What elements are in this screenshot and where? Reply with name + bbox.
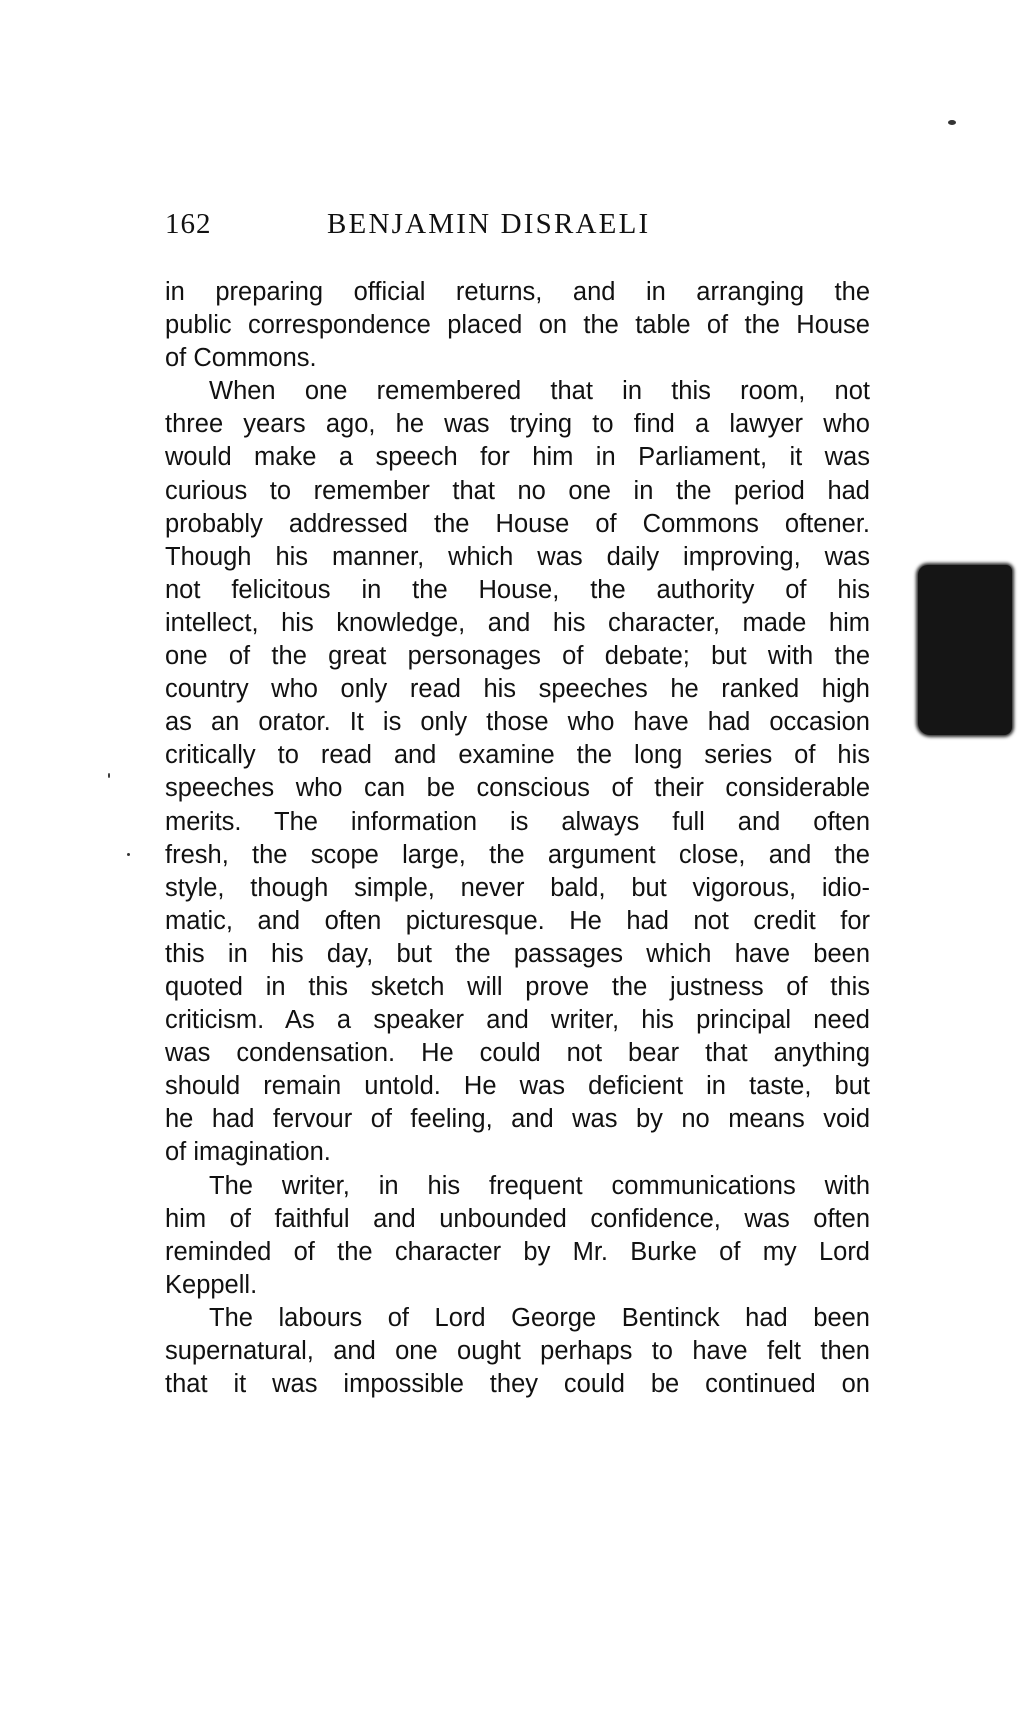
print-speck <box>127 853 130 856</box>
text-line: in preparing official returns, and in arranging the <box>165 278 870 306</box>
text-line: he had fervour of feeling, and was by no means void <box>165 1105 870 1134</box>
page-number: 162 <box>165 208 212 240</box>
text-line: supernatural, and one ought perhaps to have felt then <box>165 1337 870 1365</box>
running-head <box>165 208 885 248</box>
margin-thumb-tab <box>918 565 1012 735</box>
body-text <box>165 276 870 1401</box>
text-line: should remain untold. He was deficient in taste, but <box>165 1072 870 1101</box>
text-line: style, though simple, never bald, but vigorous, idio- <box>165 873 870 902</box>
text-line: criticism. As a speaker and writer, his principal need <box>165 1006 870 1035</box>
text-line: probably addressed the House of Commons oftener. <box>165 509 870 538</box>
print-speck <box>108 773 110 778</box>
text-line: this in his day, but the passages which have been <box>165 939 870 968</box>
text-line: was condensation. He could not bear that anything <box>165 1039 870 1068</box>
text-line: The labours of Lord George Bentinck had been <box>209 1303 870 1332</box>
text-line: that it was impossible they could be continued on <box>165 1370 870 1399</box>
text-line: When one remembered that in this room, not <box>209 377 870 406</box>
text-line: public correspondence placed on the table of the House <box>165 311 870 340</box>
text-line: country who only read his speeches he ranked high <box>165 675 870 704</box>
text-line: him of faithful and unbounded confidence, was often <box>165 1204 870 1233</box>
text-line: intellect, his knowledge, and his character, made him <box>165 608 870 637</box>
text-line: fresh, the scope large, the argument close, and the <box>165 840 870 869</box>
text-line: quoted in this sketch will prove the justness of this <box>165 972 870 1001</box>
text-line: one of the great personages of debate; but with the <box>165 642 870 671</box>
text-line: The writer, in his frequent communications with <box>209 1171 870 1200</box>
text-line: Keppell. <box>165 1270 258 1299</box>
print-speck <box>948 120 956 125</box>
text-line: curious to remember that no one in the period had <box>165 476 870 505</box>
text-line: of Commons. <box>165 344 317 373</box>
text-line: critically to read and examine the long series of his <box>165 741 870 770</box>
running-title: BENJAMIN DISRAELI <box>327 208 651 240</box>
text-line: merits. The information is always full and often <box>165 807 870 836</box>
text-line: not felicitous in the House, the authority of his <box>165 575 870 604</box>
text-line: would make a speech for him in Parliament, it was <box>165 443 870 472</box>
text-line: as an orator. It is only those who have had occasion <box>165 708 870 737</box>
text-line: of imagination. <box>165 1138 331 1167</box>
text-line: speeches who can be conscious of their considerable <box>165 774 870 803</box>
text-line: reminded of the character by Mr. Burke of my Lord <box>165 1237 870 1266</box>
text-line: matic, and often picturesque. He had not credit for <box>165 906 870 935</box>
text-line: Though his manner, which was daily improving, was <box>165 542 870 571</box>
text-line: three years ago, he was trying to find a lawyer who <box>165 410 870 439</box>
